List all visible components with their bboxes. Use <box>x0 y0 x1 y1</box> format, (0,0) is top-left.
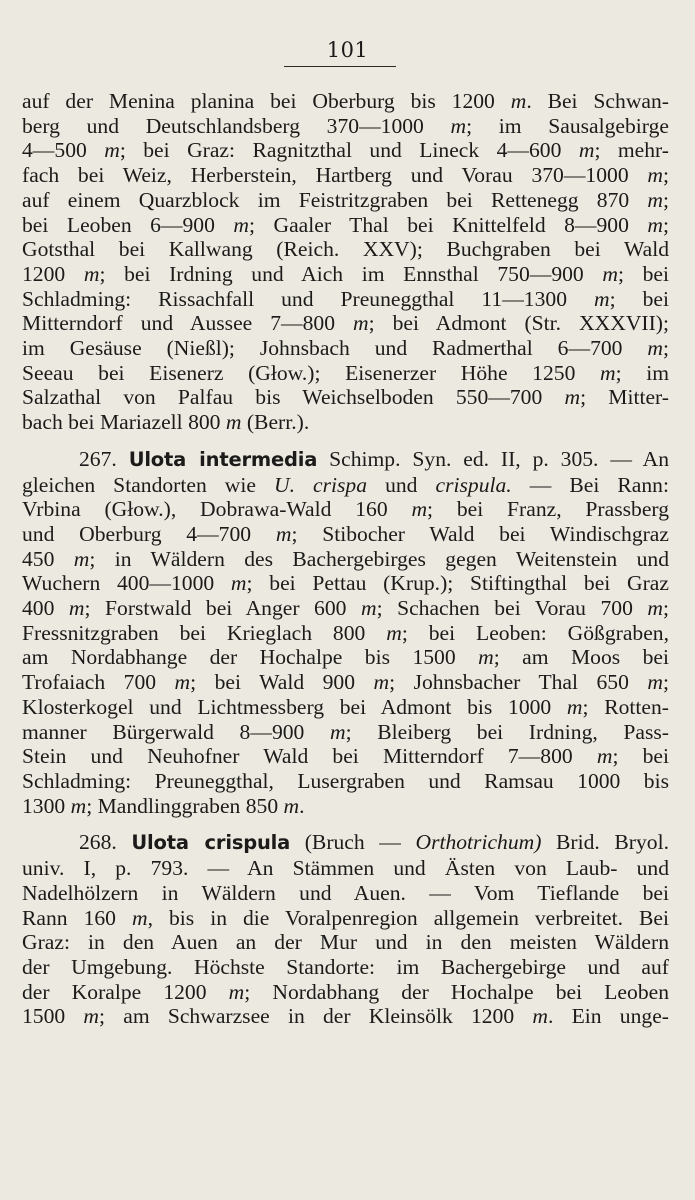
text-line: Rann 160 m, bis in die Voralpenregion allgemein verbreitet. Bei <box>22 905 669 930</box>
species-name: Ulota crispula <box>131 831 291 855</box>
text-line: fach bei Weiz, Herberstein, Hartberg und Vorau 370—1000 m; <box>22 163 669 188</box>
entry-number: 267. <box>79 446 117 471</box>
text-line: Wuchern 400—1000 m; bei Pettau (Krup.); Stiftingthal bei Graz <box>22 571 669 596</box>
entry-number: 268. <box>79 830 117 855</box>
text-line: auf einem Quarzblock im Feistritzgraben bei Rettenegg 870 m; <box>22 187 669 212</box>
text-line: Mitterndorf und Aussee 7—800 m; bei Admont (Str. XXXVII); <box>22 311 669 336</box>
text-line: der Koralpe 1200 m; Nordabhang der Hochalpe bei Leoben <box>22 979 669 1004</box>
entry-heading-line <box>22 447 669 473</box>
text-line: der Umgebung. Höchste Standorte: im Bachergebirge und auf <box>22 954 669 979</box>
species-ref: U. crispa <box>274 472 368 497</box>
text-line: 450 m; in Wäldern des Bachergebirges gegen Weitenstein und <box>22 546 669 571</box>
text-line: Schladming: Preuneggthal, Lusergraben und Ramsau 1000 bis <box>22 768 669 793</box>
text-line: 400 m; Forstwald bei Anger 600 m; Schachen bei Vorau 700 m; <box>22 596 669 621</box>
genus-ref: Orthotrichum) <box>415 830 542 855</box>
text-line: 1300 m; Mandlinggraben 850 m. <box>22 793 305 818</box>
text-line: am Nordabhange der Hochalpe bis 1500 m; am Moos bei <box>22 645 670 670</box>
text-line: 1200 m; bei Irdning und Aich im Ennsthal 750—900 m; bei <box>22 261 669 286</box>
paragraph-continuation <box>22 89 669 435</box>
page-number: 101 <box>326 38 369 62</box>
text-line: 1500 m; am Schwarzsee in der Kleinsölk 1200 m. Ein unge- <box>22 1004 669 1029</box>
text-line: Graz: in den Auen an der Mur und in den meisten Wäldern <box>22 930 669 955</box>
text-line: univ. I, p. 793. — An Stämmen und Ästen von Laub- und <box>22 856 669 881</box>
entry-267 <box>22 447 669 819</box>
text-line: manner Bürgerwald 8—900 m; Bleiberg bei Irdning, Pass- <box>22 719 669 744</box>
header-rule <box>284 66 396 67</box>
text-line: im Gesäuse (Nießl); Johnsbach und Radmerthal 6—700 m; <box>22 336 669 361</box>
text-line: Salzathal von Palfau bis Weichselboden 550—700 m; Mitter- <box>22 385 669 410</box>
text-line: und Oberburg 4—700 m; Stibocher Wald bei Windischgraz <box>22 521 669 546</box>
text-line: bach bei Mariazell 800 m (Berr.). <box>22 410 310 435</box>
page-body <box>22 89 669 1029</box>
text-line: Trofaiach 700 m; bei Wald 900 m; Johnsbacher Thal 650 m; <box>22 670 669 695</box>
text-line: Seeau bei Eisenerz (Głow.); Eisenerzer Höhe 1250 m; im <box>22 360 669 385</box>
text-line: 4—500 m; bei Graz: Ragnitzthal und Lineck 4—600 m; mehr- <box>22 138 669 163</box>
text-line: Nadelhölzern in Wäldern und Auen. — Vom Tieflande bei <box>22 880 669 905</box>
entry-268 <box>22 830 669 1029</box>
text-line: gleichen Standorten wie U. crispa und crispula. — Bei Rann: <box>22 472 669 497</box>
species-ref: crispula. <box>435 472 512 497</box>
text-line: Vrbina (Głow.), Dobrawa-Wald 160 m; bei Franz, Prassberg <box>22 497 669 522</box>
text-line: Stein und Neuhofner Wald bei Mitterndorf 7—800 m; bei <box>22 744 670 769</box>
text-line: auf der Menina planina bei Oberburg bis 1200 m. Bei Schwan- <box>22 89 669 113</box>
citation: Schimp. Syn. ed. II, p. 305. — An <box>329 446 670 471</box>
citation: Brid. Bryol. <box>556 830 669 855</box>
text-line: Gotsthal bei Kallwang (Reich. XXV); Buchgraben bei Wald <box>22 237 669 262</box>
text-line: Schladming: Rissachfall und Preuneggthal 11—1300 m; bei <box>22 286 669 311</box>
entry-heading-line: 268. Ulota crispula (Bruch — Orthotrichum) Brid. Bryol. <box>79 830 669 855</box>
text-line: bei Leoben 6—900 m; Gaaler Thal bei Knittelfeld 8—900 m; <box>22 212 669 237</box>
species-name: Ulota intermedia <box>128 447 318 471</box>
text-line: Klosterkogel und Lichtmessberg bei Admont bis 1000 m; Rotten- <box>22 694 669 719</box>
text-line: berg und Deutschlandsberg 370—1000 m; im Sausalgebirge <box>22 113 669 138</box>
text-line: Fressnitzgraben bei Krieglach 800 m; bei Leoben: Gößgraben, <box>22 620 669 645</box>
